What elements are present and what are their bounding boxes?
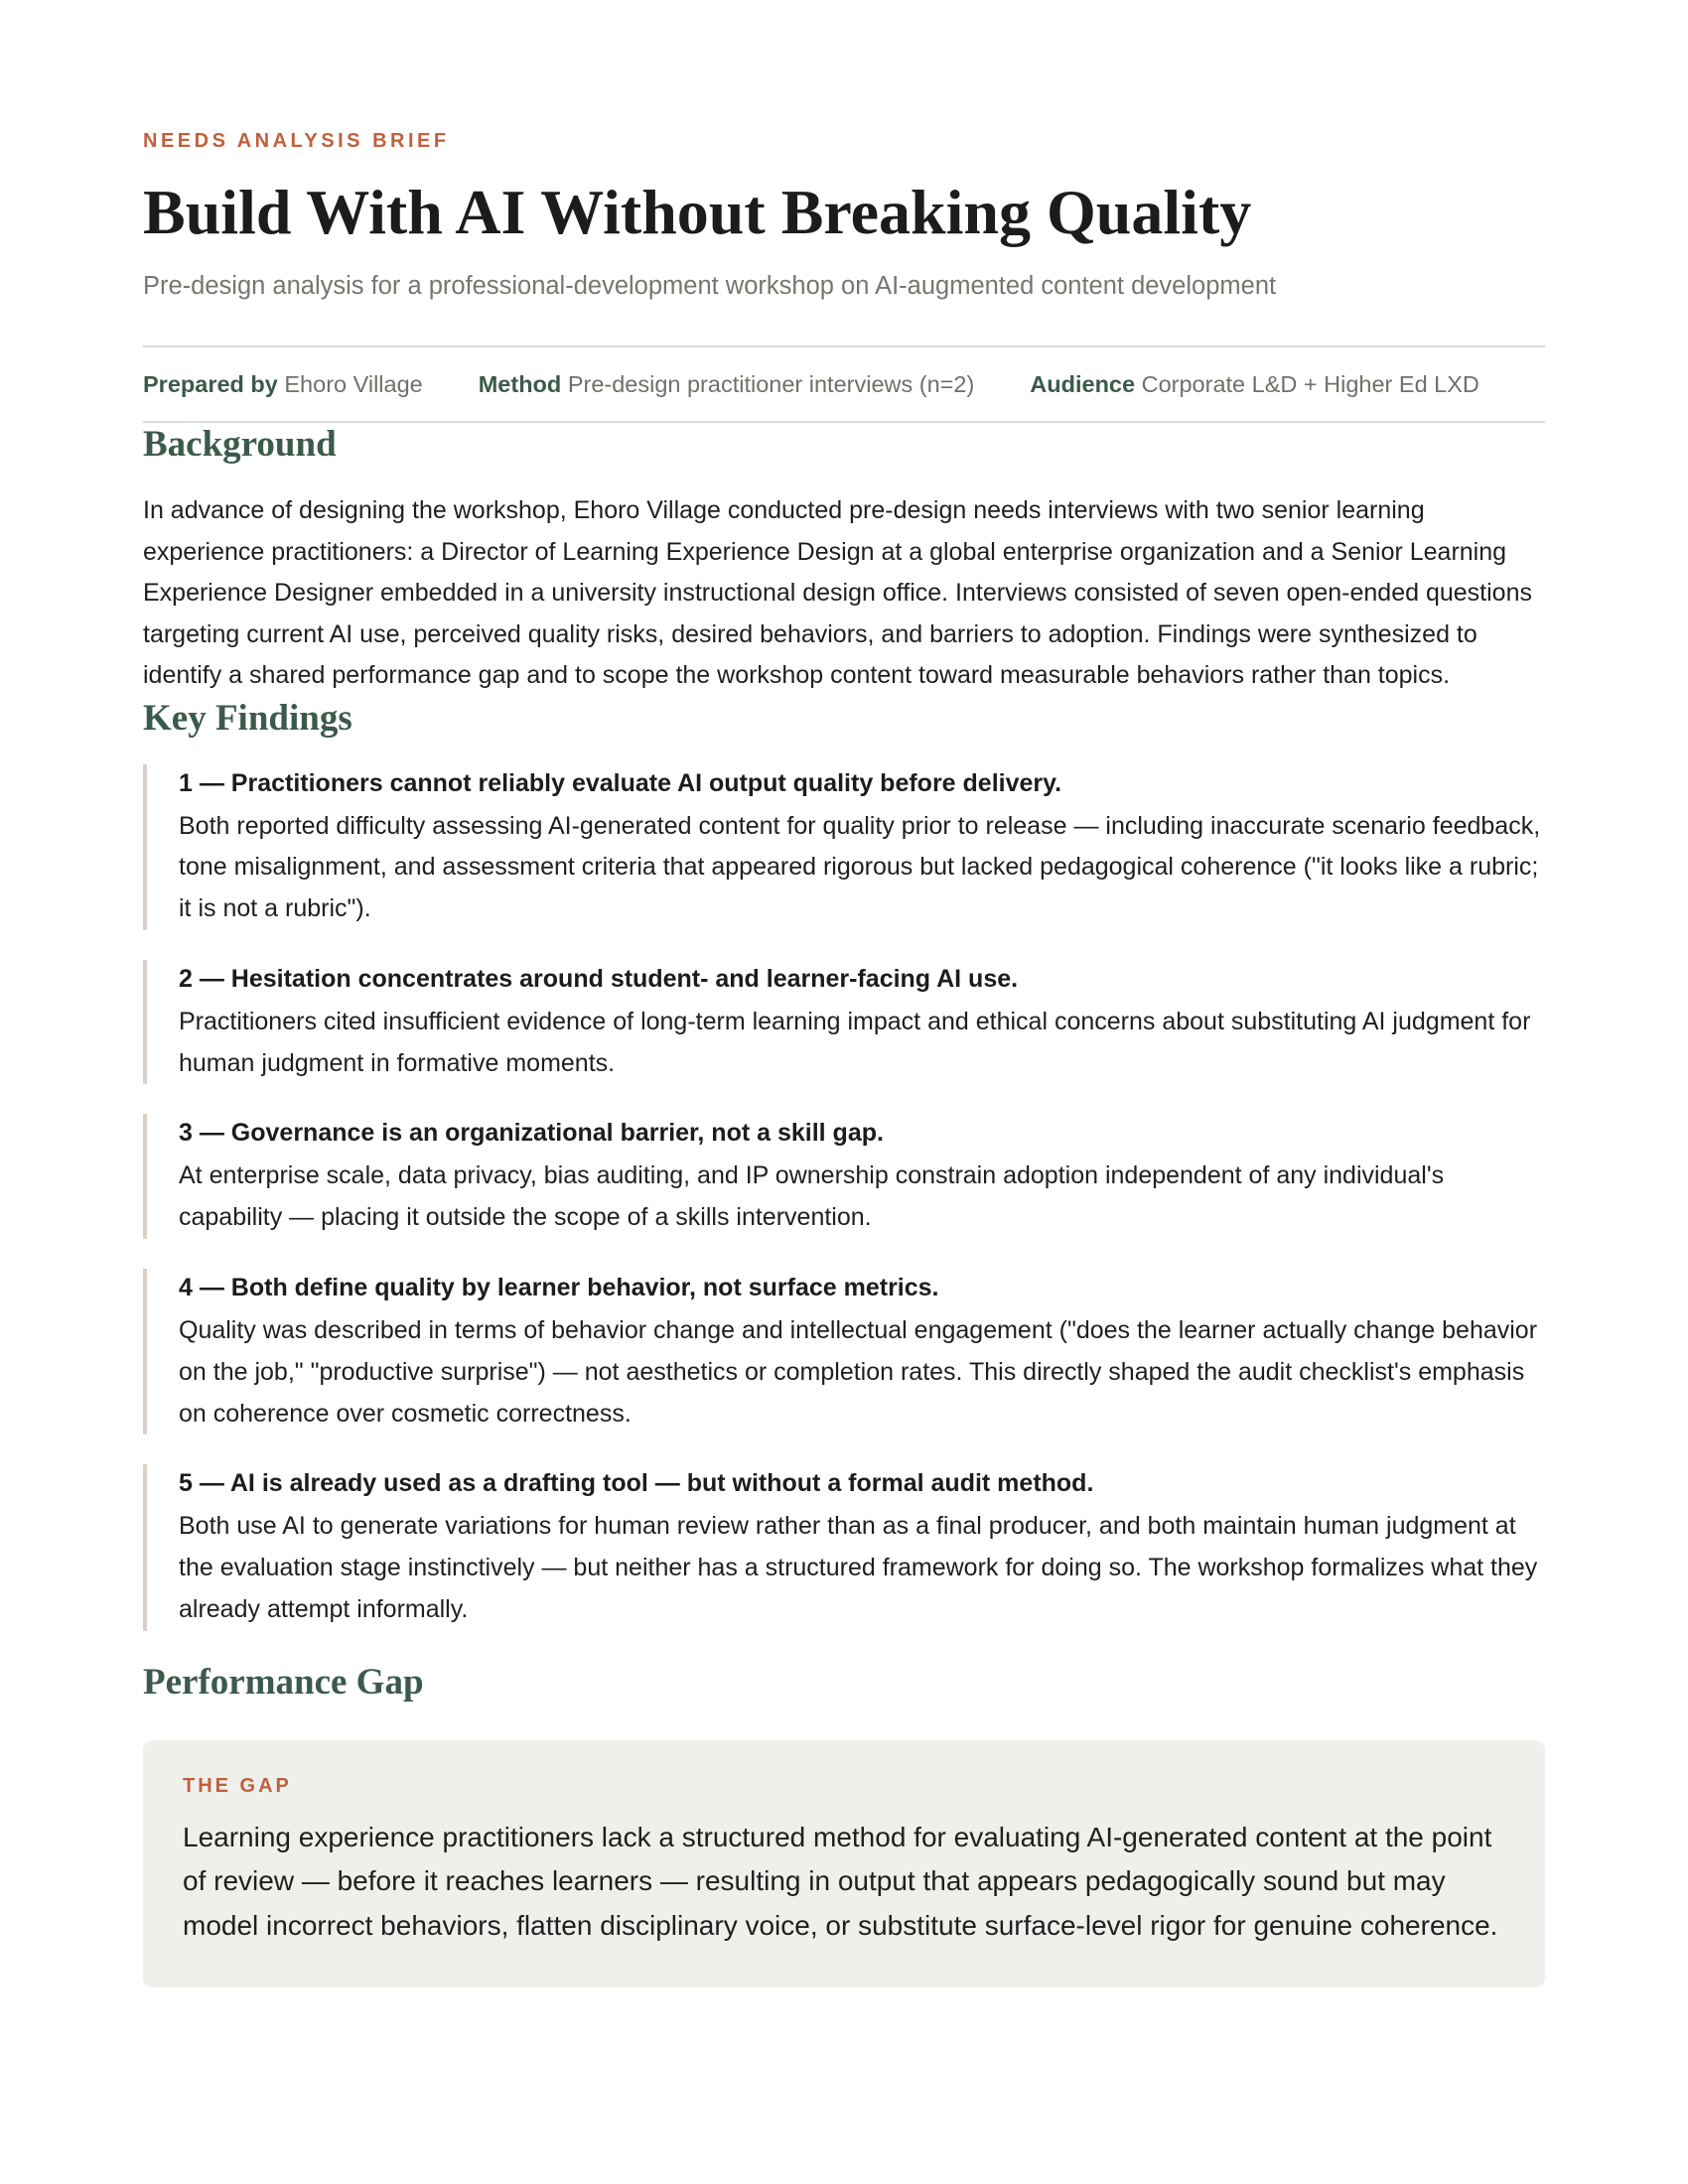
- finding-title: 2 — Hesitation concentrates around student- and learner-facing AI use.: [179, 964, 1019, 993]
- performance-gap-heading: Performance Gap: [143, 1661, 424, 1703]
- finding-item: [143, 1464, 1545, 1630]
- key-findings-heading: Key Findings: [143, 697, 352, 739]
- findings-list: [143, 764, 1545, 1631]
- meta-method: [479, 371, 975, 398]
- finding-item: [143, 764, 1545, 930]
- finding-title: 5 — AI is already used as a drafting tool — but without a formal audit method.: [179, 1469, 1094, 1498]
- meta-prepared-by: [143, 371, 423, 398]
- finding-body: Both use AI to generate variations for human review rather than as a final producer, and both maintain human judgment at the evaluation stage instinctively — but neither has a structured framework for doing so. The workshop formalizes what they already attempt informally.: [179, 1512, 1538, 1624]
- page-title: Build With AI Without Breaking Quality: [143, 177, 1252, 247]
- background-heading: Background: [143, 424, 337, 465]
- finding-body: At enterprise scale, data privacy, bias auditing, and IP ownership constrain adoption independent of any individual's capability — placing it outside the scope of a skills intervention.: [179, 1161, 1445, 1232]
- meta-value: Ehoro Village: [284, 370, 423, 397]
- meta-audience: [1030, 371, 1479, 398]
- finding-body: Quality was described in terms of behavior change and intellectual engagement ("does the learner actually change behavior on the job," "productive surprise") — not aesthetics or completion rates. This directly shaped the audit checklist's emphasis on coherence over cosmetic correctness.: [179, 1316, 1538, 1428]
- gap-text: Learning experience practitioners lack a structured method for evaluating AI-generated content at the point of review — before it reaches learners — resulting in output that appears pedagogically sound but may model incorrect behaviors, flatten disciplinary voice, or substitute surface-level rigor for genuine coherence.: [183, 1821, 1498, 1941]
- finding-item: [143, 1269, 1545, 1434]
- eyebrow-label: NEEDS ANALYSIS BRIEF: [143, 130, 450, 152]
- gap-callout: [143, 1740, 1545, 1988]
- finding-body: Both reported difficulty assessing AI-generated content for quality prior to release — including inaccurate scenario feedback, tone misalignment, and assessment criteria that appeared rigorous but lacked pedagogical coherence ("it looks like a rubric; it is not a rubric").: [179, 811, 1541, 923]
- background-text: In advance of designing the workshop, Ehoro Village conducted pre-design needs interviews with two senior learning experience practitioners: a Director of Learning Experience Design at a global enterprise organization and a Senior Learning Experience Designer embedded in a university instructional design office. Interviews consisted of seven open-ended questions targeting current AI use, perceived quality risks, desired behaviors, and barriers to adoption. Findings were synthesized to identify a shared performance gap and to scope the workshop content toward measurable behaviors rather than topics.: [143, 496, 1532, 689]
- finding-item: [143, 960, 1545, 1085]
- finding-body: Practitioners cited insufficient evidence of long-term learning impact and ethical concerns about substituting AI judgment for human judgment in formative moments.: [179, 1007, 1531, 1077]
- page-subtitle: Pre-design analysis for a professional-development workshop on AI-augmented content development: [143, 272, 1277, 300]
- finding-item: [143, 1114, 1545, 1239]
- meta-label: Method: [478, 370, 562, 397]
- gap-label: THE GAP: [183, 1774, 292, 1797]
- meta-label: Prepared by: [143, 370, 278, 397]
- finding-title: 4 — Both define quality by learner behavior, not surface metrics.: [179, 1274, 939, 1302]
- finding-title: 3 — Governance is an organizational barrier, not a skill gap.: [179, 1119, 884, 1148]
- meta-bar: [143, 345, 1545, 423]
- finding-title: 1 — Practitioners cannot reliably evaluate AI output quality before delivery.: [179, 768, 1062, 797]
- meta-value: Pre-design practitioner interviews (n=2): [567, 370, 975, 397]
- meta-label: Audience: [1030, 370, 1136, 397]
- meta-value: Corporate L&D + Higher Ed LXD: [1141, 370, 1479, 397]
